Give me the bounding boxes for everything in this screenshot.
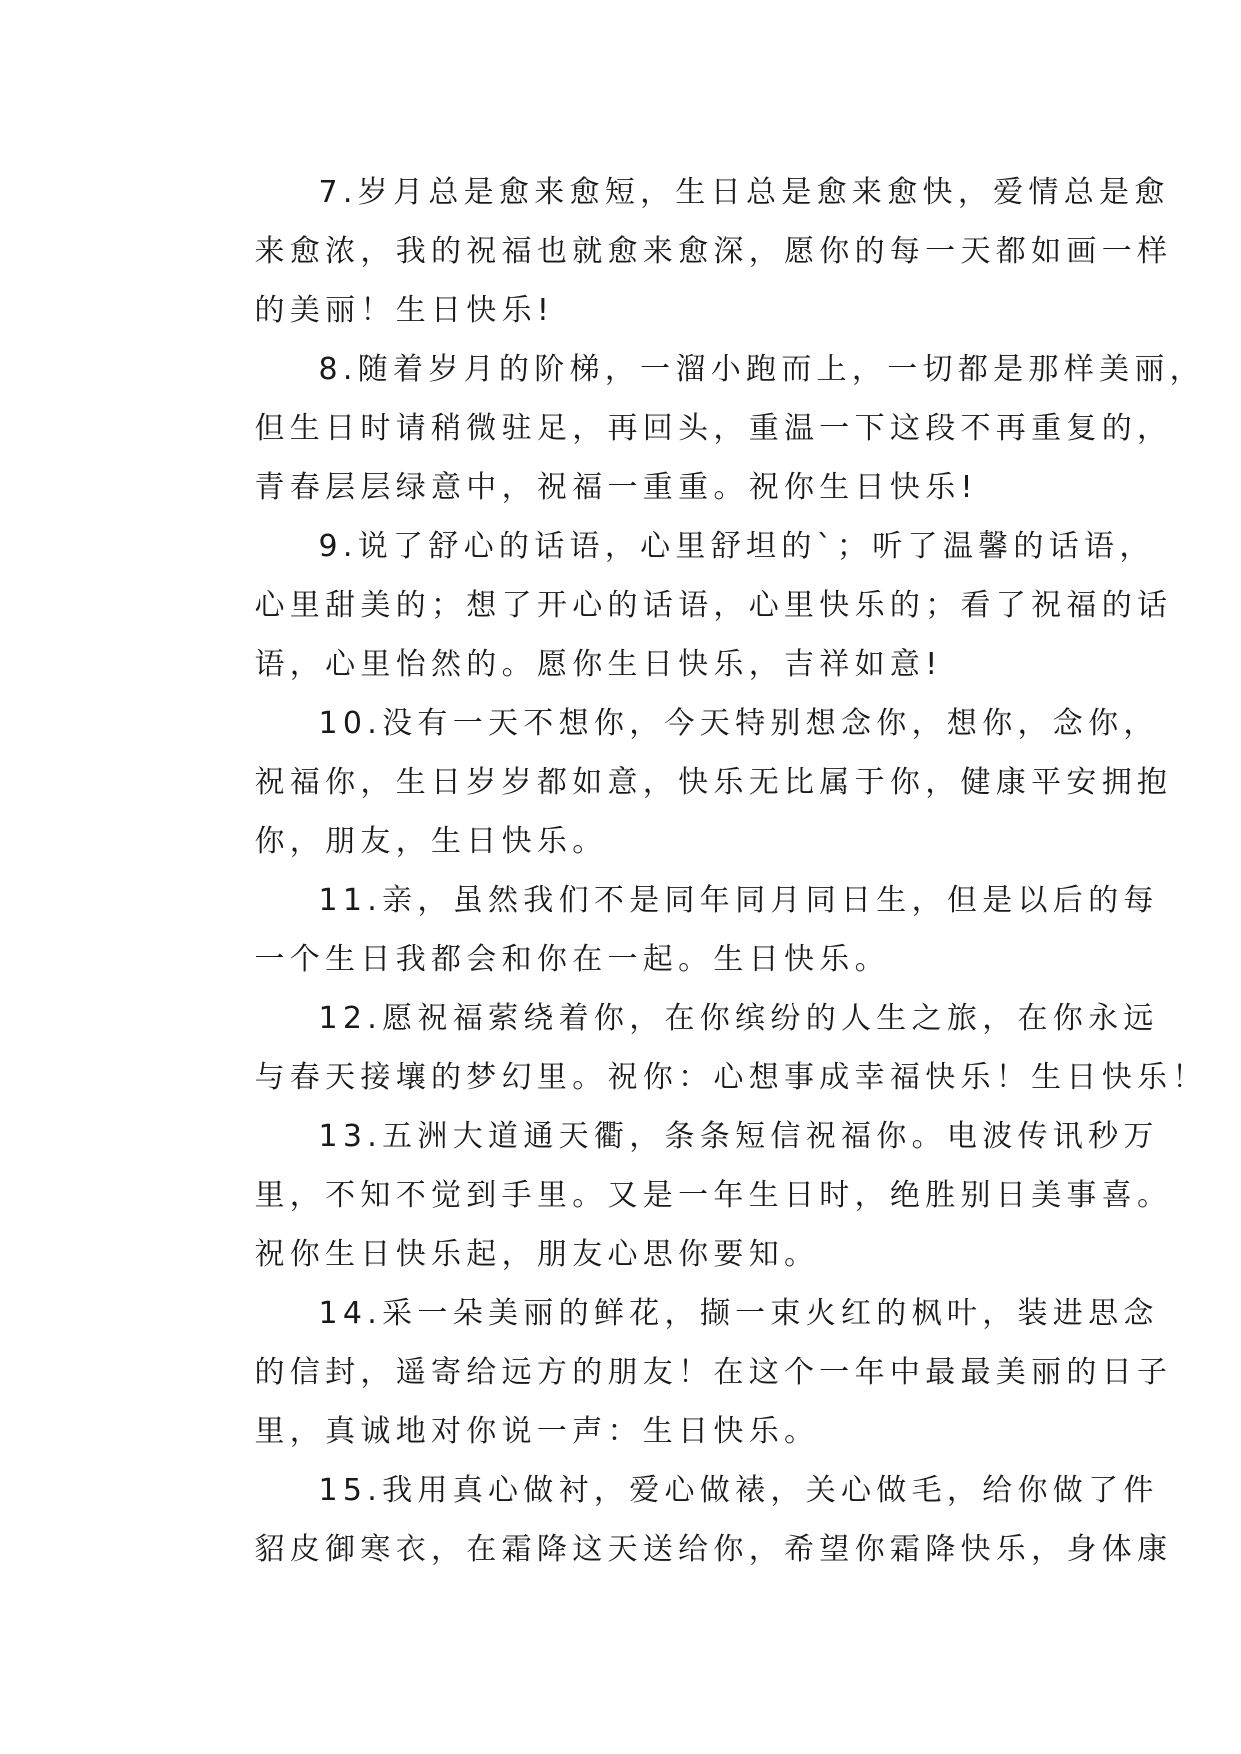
paragraph-line: 7.岁月总是愈来愈短，生日总是愈来愈快，爱情总是愈 <box>318 175 1170 210</box>
paragraph-line: 8.随着岁月的阶梯，一溜小跑而上，一切都是那样美丽， <box>318 352 1205 387</box>
paragraph-line: 貂皮御寒衣，在霜降这天送给你，希望你霜降快乐，身体康 <box>254 1532 1173 1567</box>
paragraph-line: 14.采一朵美丽的鲜花，撷一束火红的枫叶，装进思念 <box>318 1296 1159 1331</box>
paragraph-9 <box>193 517 1173 694</box>
paragraph-14 <box>193 1284 1173 1461</box>
paragraph-line: 12.愿祝福萦绕着你，在你缤纷的人生之旅，在你永远 <box>318 1001 1159 1036</box>
paragraph-line: 一个生日我都会和你在一起。生日快乐。 <box>254 942 890 977</box>
paragraph-line: 15.我用真心做衬，爱心做裱，关心做毛，给你做了件 <box>318 1473 1159 1508</box>
paragraph-10 <box>193 694 1173 871</box>
paragraph-7 <box>193 163 1173 340</box>
paragraph-line: 与春天接壤的梦幻里。祝你：心想事成幸福快乐！生日快乐！ <box>254 1060 1208 1095</box>
paragraph-line: 语，心里怡然的。愿你生日快乐，吉祥如意! <box>254 647 943 682</box>
paragraph-line: 来愈浓，我的祝福也就愈来愈深，愿你的每一天都如画一样 <box>254 234 1173 269</box>
paragraph-11 <box>193 871 1159 989</box>
document-body <box>193 163 1208 1579</box>
paragraph-line: 心里甜美的；想了开心的话语，心里快乐的；看了祝福的话 <box>254 588 1173 623</box>
paragraph-line: 里，不知不觉到手里。又是一年生日时，绝胜别日美事喜。 <box>254 1178 1173 1213</box>
paragraph-15 <box>193 1461 1173 1579</box>
paragraph-line: 的美丽！生日快乐! <box>254 293 555 328</box>
paragraph-line: 祝福你，生日岁岁都如意，快乐无比属于你，健康平安拥抱 <box>254 765 1173 800</box>
paragraph-12 <box>193 989 1208 1107</box>
paragraph-line: 10.没有一天不想你，今天特别想念你，想你，念你， <box>318 706 1159 741</box>
paragraph-line: 9.说了舒心的话语，心里舒坦的`；听了温馨的话语， <box>318 529 1155 564</box>
paragraph-line: 你，朋友，生日快乐。 <box>254 824 608 859</box>
paragraph-line: 13.五洲大道通天衢，条条短信祝福你。电波传讯秒万 <box>318 1119 1159 1154</box>
paragraph-line: 11.亲，虽然我们不是同年同月同日生，但是以后的每 <box>318 883 1159 918</box>
paragraph-line: 青春层层绿意中，祝福一重重。祝你生日快乐! <box>254 470 978 505</box>
paragraph-line: 但生日时请稍微驻足，再回头，重温一下这段不再重复的， <box>254 411 1173 446</box>
paragraph-13 <box>193 1107 1173 1284</box>
paragraph-8 <box>193 340 1205 517</box>
paragraph-line: 祝你生日快乐起，朋友心思你要知。 <box>254 1237 820 1272</box>
paragraph-line: 的信封，遥寄给远方的朋友！在这个一年中最最美丽的日子 <box>254 1355 1173 1390</box>
paragraph-line: 里，真诚地对你说一声：生日快乐。 <box>254 1414 820 1449</box>
